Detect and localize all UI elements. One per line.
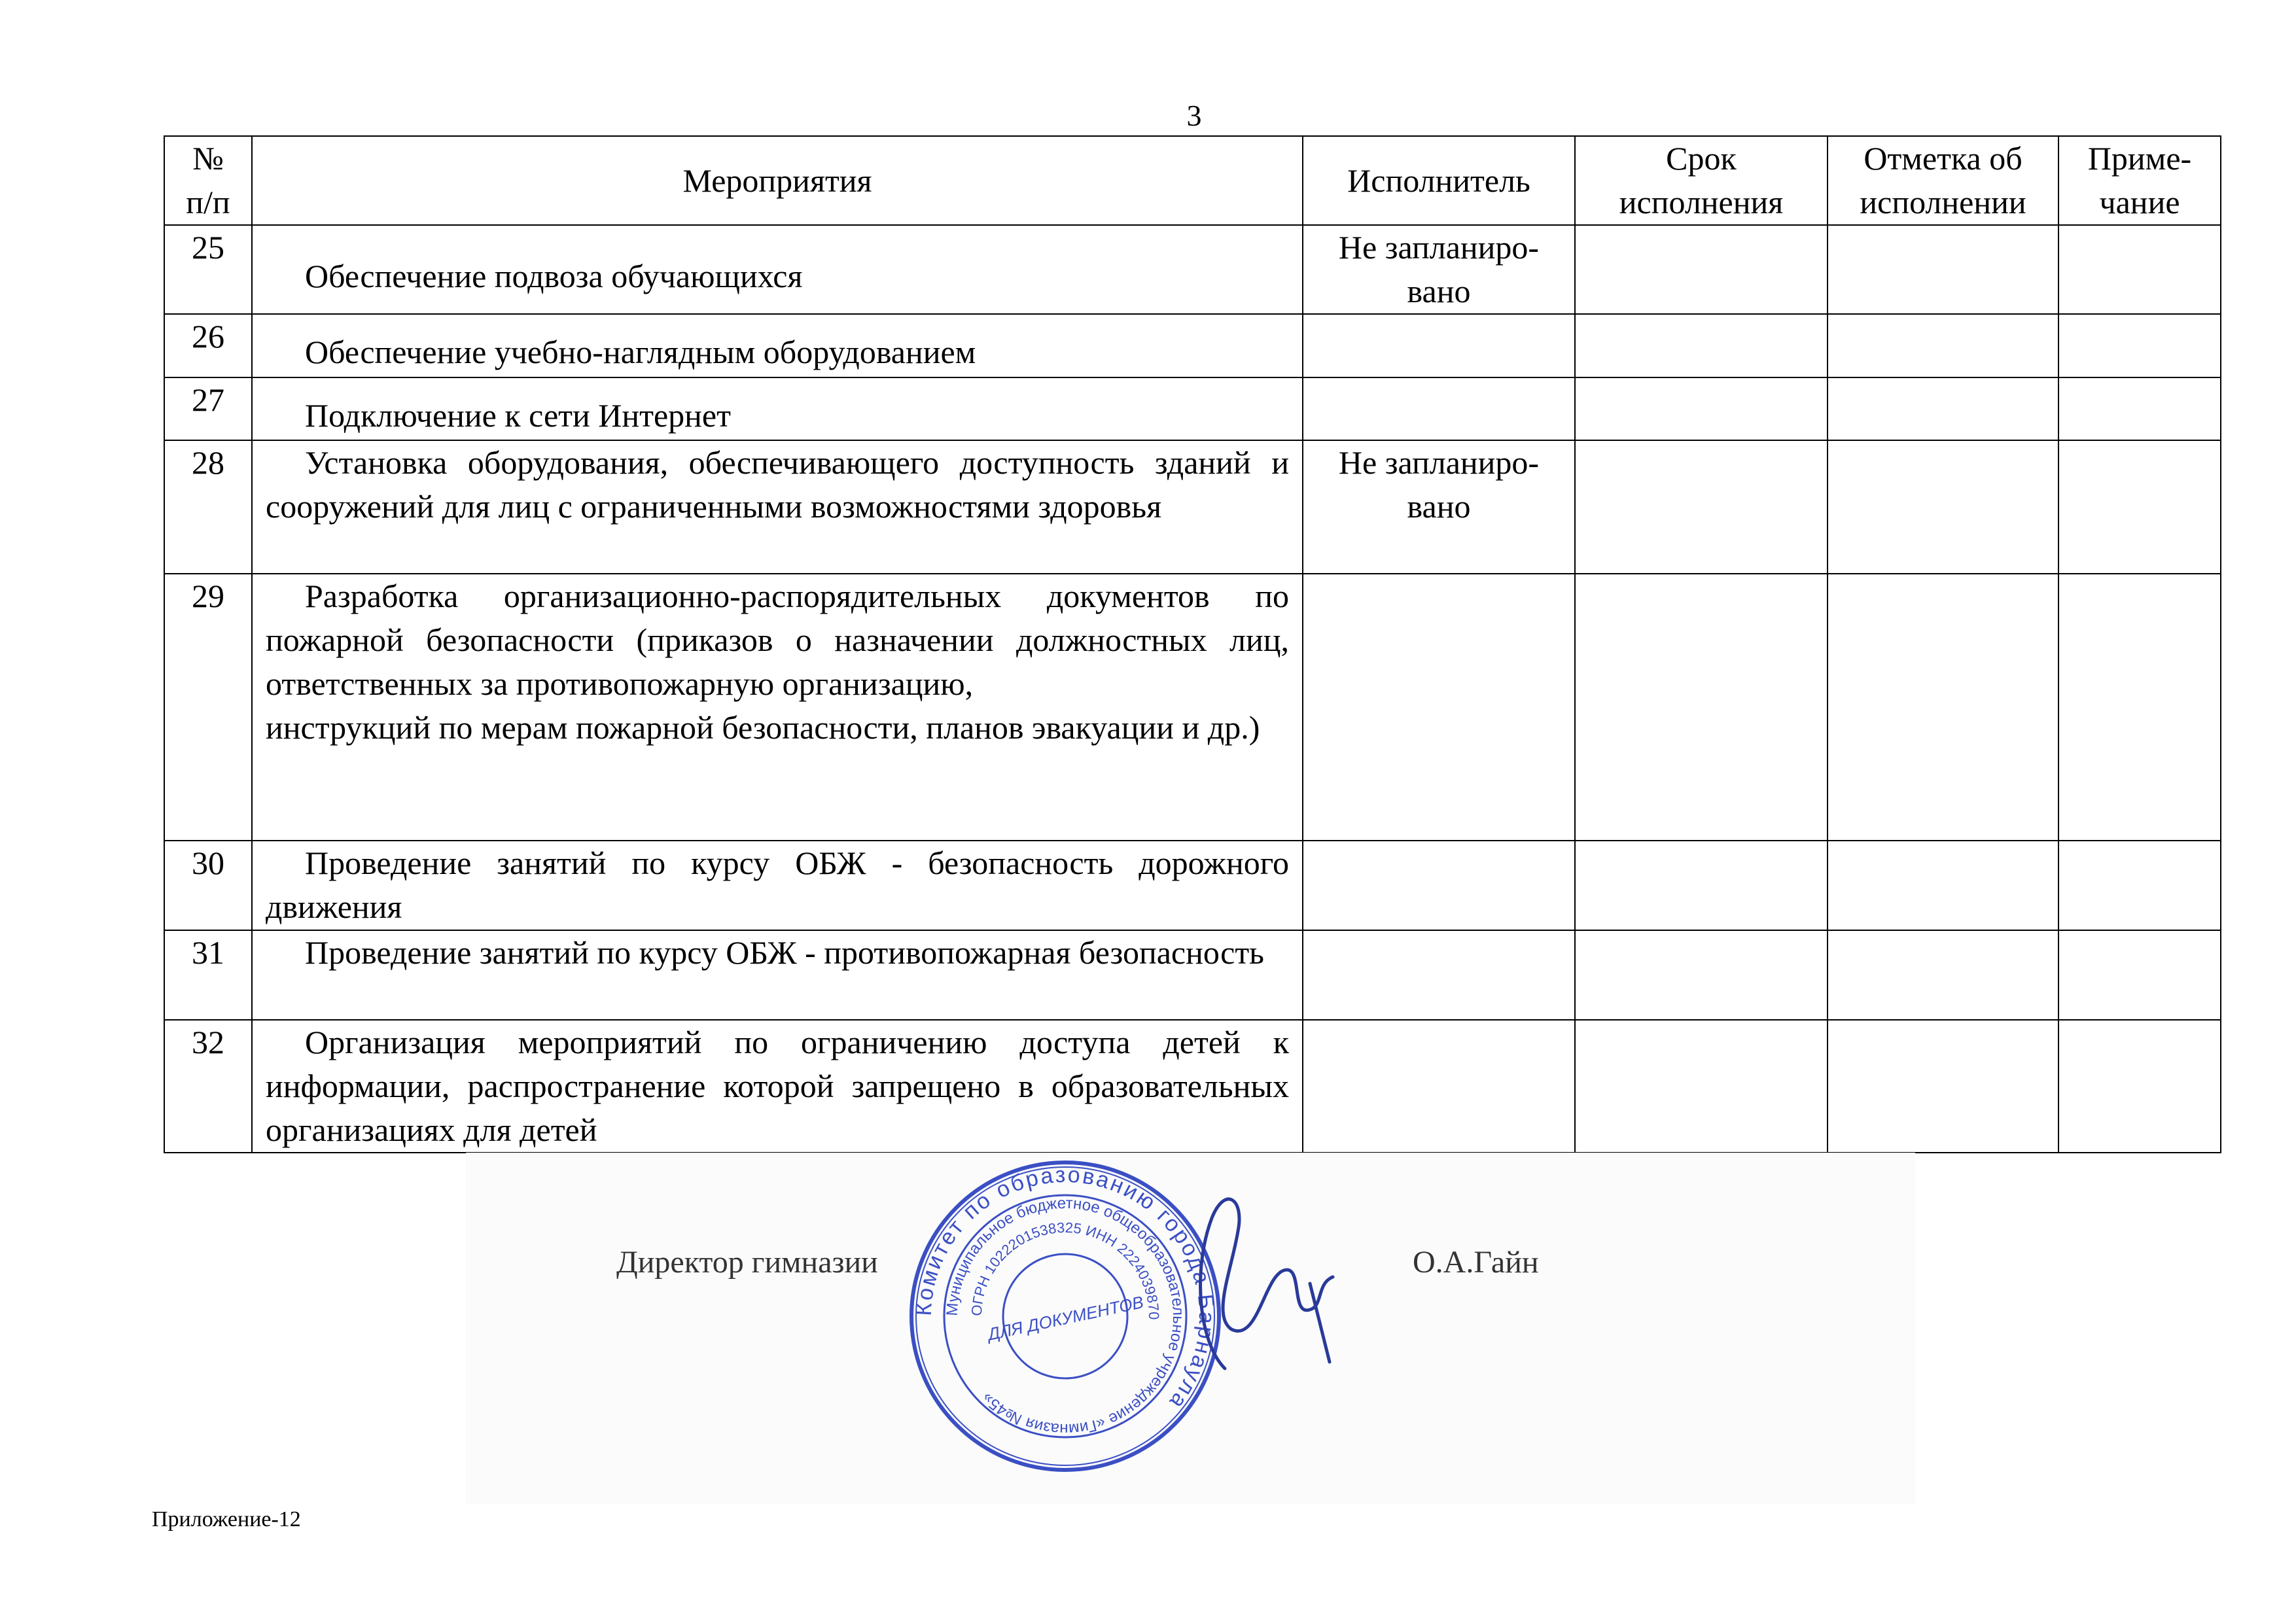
row-deadline [1575, 377, 1828, 440]
seal-middle-text: Муниципальное бюджетное общеобразовательное учреждение «Гимназия №45» [943, 1194, 1188, 1439]
row-deadline [1575, 225, 1828, 314]
row-deadline [1575, 440, 1828, 574]
row-note [2058, 377, 2221, 440]
row-note [2058, 225, 2221, 314]
row-note [2058, 841, 2221, 930]
task-text: Проведение занятий по курсу ОБЖ - противопожарная безопасность [305, 934, 1264, 971]
row-mark [1828, 377, 2058, 440]
row-number: 32 [164, 1020, 252, 1153]
row-mark [1828, 440, 2058, 574]
task-text: Обеспечение учебно-наглядным оборудованием [305, 334, 976, 370]
signature-block [466, 1153, 1915, 1505]
row-deadline [1575, 930, 1828, 1020]
table-row [164, 377, 2221, 440]
handwritten-signature-icon [1153, 1172, 1362, 1382]
signature-position: Директор гимназии [616, 1245, 878, 1280]
header-note: Приме-чание [2058, 136, 2221, 225]
page-number: 3 [1186, 99, 1202, 132]
seal-center-text: ДЛЯ ДОКУМЕНТОВ [986, 1292, 1146, 1344]
row-task [252, 377, 1303, 440]
row-deadline [1575, 574, 1828, 841]
row-number: 27 [164, 377, 252, 440]
header-mark: Отметка об исполнении [1828, 136, 2058, 225]
row-mark [1828, 841, 2058, 930]
row-number: 29 [164, 574, 252, 841]
row-number: 26 [164, 314, 252, 377]
table-row [164, 574, 2221, 841]
row-mark [1828, 314, 2058, 377]
row-executor [1303, 930, 1575, 1020]
row-task [252, 440, 1303, 574]
header-deadline: Срок исполнения [1575, 136, 1828, 225]
row-number: 28 [164, 440, 252, 574]
row-executor: Не запланиро-вано [1303, 440, 1575, 574]
row-deadline [1575, 1020, 1828, 1153]
row-executor [1303, 377, 1575, 440]
task-text: Проведение занятий по курсу ОБЖ - безопасность дорожного движения [266, 845, 1289, 925]
table-row [164, 841, 2221, 930]
task-text: Организация мероприятий по ограничению доступа детей к информации, распространение которой запрещено в образовательных организациях для детей [266, 1024, 1289, 1148]
row-executor [1303, 314, 1575, 377]
row-number: 25 [164, 225, 252, 314]
row-note [2058, 1020, 2221, 1153]
task-text: Обеспечение подвоза обучающихся [305, 257, 803, 294]
row-task [252, 314, 1303, 377]
task-text: Установка оборудования, обеспечивающего доступность зданий и сооружений для лиц с ограниченными возможностями здоровья [266, 444, 1289, 525]
row-note [2058, 440, 2221, 574]
row-mark [1828, 574, 2058, 841]
task-text: Разработка организационно-распорядительных документов по пожарной безопасности (приказов о назначении должностных лиц, ответственных за противопожарную организацию, [266, 578, 1289, 702]
task-text: Подключение к сети Интернет [305, 396, 731, 434]
table-row [164, 930, 2221, 1020]
row-mark [1828, 930, 2058, 1020]
seal-outer-text: Комитет по образованию города Барнаула [911, 1162, 1220, 1415]
header-task: Мероприятия [252, 136, 1303, 225]
row-task [252, 841, 1303, 930]
row-number: 31 [164, 930, 252, 1020]
table-row [164, 225, 2221, 314]
task-text: инструкций по мерам пожарной безопасности, планов эвакуации и др.) [266, 709, 1260, 746]
row-task [252, 930, 1303, 1020]
events-table [164, 135, 2221, 1153]
seal-inner-text: ОГРН 1022201538325 ИНН 2224039870 [968, 1219, 1163, 1320]
row-task [252, 574, 1303, 841]
row-note [2058, 574, 2221, 841]
row-executor [1303, 1020, 1575, 1153]
row-executor: Не запланиро-вано [1303, 225, 1575, 314]
table-row [164, 1020, 2221, 1153]
row-note [2058, 314, 2221, 377]
row-mark [1828, 225, 2058, 314]
row-task [252, 1020, 1303, 1153]
row-task [252, 225, 1303, 314]
row-mark [1828, 1020, 2058, 1153]
row-executor [1303, 841, 1575, 930]
row-note [2058, 930, 2221, 1020]
header-num: № п/п [164, 136, 252, 225]
row-executor [1303, 574, 1575, 841]
signature-name: О.А.Гайн [1413, 1245, 1539, 1280]
table-row [164, 314, 2221, 377]
row-number: 30 [164, 841, 252, 930]
row-deadline [1575, 841, 1828, 930]
header-executor: Исполнитель [1303, 136, 1575, 225]
table-row [164, 440, 2221, 574]
row-deadline [1575, 314, 1828, 377]
footer-annex-label: Приложение-12 [152, 1507, 301, 1531]
